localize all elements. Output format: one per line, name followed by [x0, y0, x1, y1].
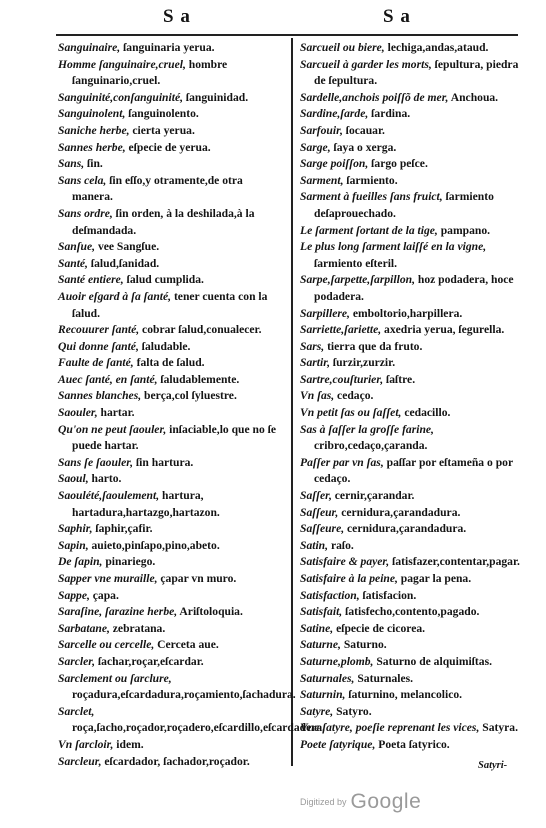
dictionary-entry	[300, 554, 520, 571]
entry-headword: Vne ſatyre, poeſie reprenant les vices,	[300, 721, 480, 735]
entry-headword: Vn ſarcloir,	[58, 737, 114, 751]
entry-headword: Saniche herbe,	[58, 123, 130, 137]
entry-translation: Saturno.	[340, 638, 387, 652]
entry-translation: ſin eſſo,y otramente,de otra manera.	[72, 173, 243, 204]
entry-translation: pampano.	[437, 223, 491, 237]
entry-headword: Sans,	[58, 157, 85, 171]
entry-headword: Satyre,	[300, 704, 334, 718]
dictionary-entry	[300, 355, 520, 372]
entry-headword: Homme ſanguinaire,cruel,	[58, 57, 186, 71]
entry-headword: Vn ſas,	[300, 389, 335, 403]
entry-headword: Paſſer par vn ſas,	[300, 455, 384, 469]
entry-translation: ſaya o xerga.	[330, 140, 397, 154]
dictionary-entry	[58, 372, 286, 389]
entry-headword: Sans ſe ſaouler,	[58, 455, 134, 469]
dictionary-entry	[58, 173, 286, 206]
entry-headword: Sans ordre,	[58, 206, 113, 220]
entry-headword: Sars,	[300, 339, 325, 353]
dictionary-entry	[58, 671, 296, 704]
dictionary-entry	[58, 140, 286, 157]
dictionary-entry	[58, 604, 286, 621]
google-logo: Google	[350, 790, 422, 813]
entry-headword: Sarcleur,	[58, 754, 102, 768]
entry-translation: cernir,çarandar.	[331, 489, 415, 503]
entry-headword: Satisfait,	[300, 605, 343, 619]
dictionary-entry	[58, 754, 286, 771]
entry-headword: Le plus long ſarment laiſſé en la vigne,	[300, 240, 487, 254]
entry-headword: Sanguinolent,	[58, 107, 126, 121]
dictionary-entry	[58, 57, 286, 90]
entry-translation: ſanguinidad.	[183, 90, 249, 104]
entry-headword: De ſapin,	[58, 555, 103, 569]
entry-translation: Satyro.	[333, 704, 372, 718]
entry-translation: ſanguinolento.	[125, 107, 199, 121]
entry-headword: Sanguinité,conſanguinité,	[58, 90, 183, 104]
entry-headword: Saturne,	[300, 638, 341, 652]
dictionary-entry	[300, 488, 520, 505]
entry-translation: cernidura,çarandadura.	[344, 522, 467, 536]
entry-translation: cernidura,çarandadura.	[338, 505, 461, 519]
entry-translation: paſſar por eſtameña o por cedaço.	[314, 455, 513, 486]
entry-translation: pinariego.	[102, 555, 156, 569]
dictionary-entry	[300, 40, 520, 57]
entry-headword: Sarge,	[300, 140, 331, 154]
dictionary-entry	[300, 173, 520, 190]
dictionary-entry	[58, 588, 286, 605]
dictionary-entry	[300, 720, 520, 737]
dictionary-entry	[300, 156, 520, 173]
column-divider	[291, 38, 293, 766]
dictionary-entry	[300, 405, 520, 422]
entry-translation: ſarmiento.	[343, 173, 398, 187]
entry-translation: raſo.	[328, 538, 354, 552]
entry-translation: lechiga,andas,ataud.	[384, 41, 489, 54]
entry-translation: ſarmiento eſteril.	[314, 256, 398, 270]
dictionary-entry	[58, 272, 286, 289]
entry-headword: Sanſue,	[58, 240, 96, 254]
dictionary-entry	[58, 339, 286, 356]
dictionary-entry	[58, 289, 286, 322]
dictionary-entry	[300, 372, 520, 389]
dictionary-entry	[58, 554, 286, 571]
entry-translation: ſin orden, à la deshilada,à la deſmandada.	[72, 206, 255, 237]
entry-translation: idem.	[113, 737, 144, 751]
entry-translation: ſaludable.	[138, 339, 191, 353]
digitized-label: Digitized by	[300, 797, 347, 807]
dictionary-entry	[58, 388, 286, 405]
entry-headword: Satine,	[300, 621, 334, 635]
dictionary-entry	[58, 654, 286, 671]
entry-headword: Vn petit ſas ou ſaſſet,	[300, 406, 402, 420]
dictionary-entry	[300, 637, 520, 654]
entry-headword: Sarclement ou ſarclure,	[58, 671, 172, 685]
entry-translation: harto.	[88, 472, 122, 486]
entry-translation: ſarmiento deſaprouechado.	[314, 190, 494, 220]
dictionary-entry	[58, 571, 286, 588]
dictionary-entry	[300, 223, 520, 240]
entry-translation: çapar vn muro.	[157, 572, 237, 585]
catchword: Satyri-	[478, 760, 508, 771]
entry-translation: tener cuenta con la ſalud.	[72, 289, 268, 320]
entry-headword: Auoir eſgard à ſa ſanté,	[58, 289, 172, 303]
dictionary-entry	[300, 123, 520, 140]
entry-translation: ſardina.	[368, 107, 411, 121]
entry-headword: Saſſer,	[300, 489, 332, 503]
dictionary-entry	[300, 521, 520, 538]
entry-headword: Qu'on ne peut ſaouler,	[58, 422, 167, 436]
entry-translation: ſargo peſce.	[368, 157, 428, 171]
entry-translation: Poeta ſatyrico.	[375, 737, 450, 751]
dictionary-entry	[300, 339, 520, 356]
dictionary-entry	[58, 637, 286, 654]
entry-translation: zebratana.	[109, 621, 166, 635]
dictionary-entry	[58, 488, 286, 521]
entry-headword: Sarcelle ou cercelle,	[58, 638, 155, 652]
dictionary-entry	[58, 737, 286, 754]
entry-headword: Sarcueil ou biere,	[300, 41, 385, 54]
dictionary-entry	[58, 405, 286, 422]
dictionary-entry	[300, 538, 520, 555]
dictionary-entry	[58, 355, 286, 372]
dictionary-entry	[300, 140, 520, 157]
entry-translation: Anchoua.	[448, 90, 499, 104]
entry-translation: ſaludablemente.	[157, 372, 240, 386]
entry-translation: ſaſtre.	[383, 372, 416, 386]
dictionary-entry	[58, 455, 286, 472]
dictionary-entry	[300, 654, 520, 671]
entry-headword: Faulte de ſanté,	[58, 356, 134, 370]
entry-headword: Sarriette,ſariette,	[300, 323, 382, 337]
entry-translation: ſanguinaria yerua.	[120, 41, 215, 54]
entry-headword: Recouurer ſanté,	[58, 323, 140, 337]
entry-translation: cierta yerua.	[129, 123, 195, 137]
dictionary-entry	[300, 57, 520, 90]
entry-headword: Sas à ſaſſer la groſſe farine,	[300, 422, 434, 436]
entry-translation: eſpecie de yerua.	[125, 140, 211, 154]
entry-translation: tierra que da fruto.	[324, 339, 423, 353]
entry-translation: Saturno de alquimiſtas.	[373, 654, 492, 668]
dictionary-entry	[300, 737, 520, 754]
entry-translation: hartura, hartadura,hartazgo,hartazon.	[72, 489, 220, 519]
entry-headword: Sapper vne muraille,	[58, 572, 158, 585]
entry-headword: Auec ſanté, en ſanté,	[58, 372, 158, 386]
dictionary-entry	[300, 704, 520, 721]
entry-headword: Saraſine, ſarazine herbe,	[58, 605, 178, 619]
entry-headword: Sarcueil à garder les morts,	[300, 57, 432, 71]
dictionary-entry	[58, 239, 286, 256]
dictionary-entry	[300, 687, 520, 704]
entry-translation: auieto,pinſapo,pino,abeto.	[88, 538, 220, 552]
dictionary-entry	[58, 123, 286, 140]
entry-headword: Saſſeure,	[300, 522, 345, 536]
entry-headword: Sarment à fueilles ſans fruict,	[300, 190, 443, 204]
entry-headword: Sarge poiſſon,	[300, 157, 369, 171]
entry-headword: Sans cela,	[58, 173, 107, 187]
entry-headword: Satisfaire & payer,	[300, 555, 390, 569]
entry-translation: ſin.	[84, 157, 103, 171]
entry-translation: ſachar,roçar,eſcardar.	[95, 654, 204, 668]
dictionary-entry	[300, 106, 520, 123]
entry-headword: Sannes herbe,	[58, 140, 126, 154]
entry-headword: Saouler,	[58, 406, 98, 420]
entry-headword: Saturnales,	[300, 671, 355, 685]
dictionary-entry	[300, 588, 520, 605]
running-head-left: S a	[163, 6, 191, 27]
dictionary-entry	[300, 90, 520, 107]
entry-headword: Saoulété,ſaoulement,	[58, 489, 160, 503]
entry-translation: ſocauar.	[342, 123, 385, 137]
entry-translation: Saturnales.	[354, 671, 414, 685]
entry-translation: ſaphir,çafir.	[92, 522, 153, 536]
entry-headword: Qui donne ſanté,	[58, 339, 139, 353]
entry-headword: Saphir,	[58, 522, 93, 536]
entry-translation: falta de ſalud.	[133, 356, 205, 370]
entry-headword: Sappe,	[58, 588, 90, 602]
dictionary-entry	[300, 306, 520, 323]
header-rule	[56, 34, 518, 36]
dictionary-entry	[58, 206, 286, 239]
entry-translation: roçadura,eſcardadura,roçamiento,ſachadura.	[72, 688, 296, 702]
entry-headword: Sarment,	[300, 173, 344, 187]
right-column	[300, 40, 520, 754]
dictionary-entry	[58, 621, 286, 638]
entry-translation: cedacillo.	[401, 406, 451, 420]
digitized-by-watermark	[300, 790, 421, 814]
dictionary-entry	[58, 422, 286, 455]
dictionary-entry	[58, 256, 286, 273]
entry-translation: ſatisfecho,contento,pagado.	[342, 605, 480, 619]
entry-translation: pagar la pena.	[397, 572, 472, 585]
entry-translation: eſpecie de cicorea.	[333, 621, 426, 635]
entry-headword: Saturnin,	[300, 688, 346, 702]
dictionary-entry	[58, 156, 286, 173]
entry-headword: Satin,	[300, 538, 329, 552]
entry-translation: vee Sangſue.	[95, 240, 160, 254]
entry-translation: Cerceta aue.	[154, 638, 219, 652]
entry-headword: Sardelle,anchois poiſſõ de mer,	[300, 90, 449, 104]
entry-headword: Sarfouir,	[300, 123, 343, 137]
dictionary-entry	[300, 621, 520, 638]
dictionary-entry	[300, 604, 520, 621]
entry-headword: Sapin,	[58, 538, 89, 552]
dictionary-entry	[58, 40, 286, 57]
dictionary-entry	[300, 189, 520, 222]
entry-translation: hombre ſanguinario,cruel.	[72, 57, 228, 88]
entry-translation: inſaciable,lo que no ſe puede hartar.	[72, 422, 277, 453]
entry-headword: Sarclet,	[58, 704, 95, 718]
entry-headword: Poete ſatyrique,	[300, 737, 376, 751]
entry-translation: hartar.	[97, 406, 135, 420]
dictionary-entry	[58, 322, 286, 339]
entry-translation: ſaturnino, melancolico.	[345, 688, 463, 702]
entry-translation: ſalud,ſanidad.	[87, 256, 160, 270]
entry-translation: çapa.	[89, 588, 119, 602]
entry-headword: Sannes blanches,	[58, 389, 142, 403]
entry-translation: ſatisfacion.	[359, 588, 417, 602]
entry-headword: Saoul,	[58, 472, 89, 486]
entry-headword: Saturne,plomb,	[300, 654, 374, 668]
dictionary-entry	[300, 571, 520, 588]
entry-translation: berça,col ſyluestre.	[141, 389, 237, 403]
entry-headword: Saſſeur,	[300, 505, 339, 519]
dictionary-entry	[300, 388, 520, 405]
entry-headword: Sartir,	[300, 356, 330, 370]
entry-headword: Sardine,ſarde,	[300, 107, 369, 121]
entry-headword: Santé,	[58, 256, 88, 270]
dictionary-entry	[58, 90, 286, 107]
entry-headword: Santé entiere,	[58, 273, 124, 287]
entry-translation: eſcardador, ſachador,roçador.	[101, 754, 250, 768]
running-head-right: S a	[383, 6, 411, 27]
entry-headword: Sarcler,	[58, 654, 96, 668]
entry-translation: emboltorio,harpillera.	[349, 306, 463, 320]
dictionary-entry	[300, 322, 520, 339]
entry-headword: Sarpillere,	[300, 306, 350, 320]
entry-headword: Sanguinaire,	[58, 41, 121, 54]
dictionary-entry	[300, 455, 520, 488]
dictionary-entry	[58, 521, 286, 538]
entry-headword: Sarpe,ſarpette,ſarpillon,	[300, 273, 415, 287]
entry-translation: ſin hartura.	[133, 455, 194, 469]
entry-translation: roça,ſacho,roçador,roçadero,eſcardillo,eſcardadera.	[72, 721, 326, 735]
entry-translation: ſatisfazer,contentar,pagar.	[389, 555, 520, 569]
entry-translation: hoz podadera, hoce podadera.	[314, 273, 514, 303]
dictionary-entry	[300, 272, 520, 305]
entry-translation: Satyra.	[479, 721, 518, 735]
entry-translation: ſepultura, piedra de ſepultura.	[314, 57, 519, 88]
dictionary-entry	[300, 239, 520, 272]
entry-translation: cedaço.	[334, 389, 374, 403]
dictionary-entry	[58, 471, 286, 488]
dictionary-entry	[300, 505, 520, 522]
entry-headword: Le ſarment ſortant de la tige,	[300, 223, 438, 237]
dictionary-entry	[58, 106, 286, 123]
dictionary-entry	[300, 671, 520, 688]
entry-headword: Satisfaction,	[300, 588, 360, 602]
entry-headword: Sartre,couſturier,	[300, 372, 384, 386]
entry-translation: ſurzir,zurzir.	[329, 356, 396, 370]
entry-headword: Satisfaire à la peine,	[300, 572, 398, 585]
entry-translation: cribro,cedaço,çaranda.	[314, 439, 428, 453]
entry-translation: axedria yerua, ſegurella.	[381, 323, 505, 337]
entry-translation: ſalud cumplida.	[123, 273, 204, 287]
entry-translation: Ariſtoloquia.	[177, 605, 243, 619]
dictionary-entry	[300, 422, 520, 455]
entry-translation: cobrar ſalud,conualecer.	[139, 323, 262, 337]
dictionary-entry	[58, 538, 286, 555]
entry-headword: Sarbatane,	[58, 621, 110, 635]
